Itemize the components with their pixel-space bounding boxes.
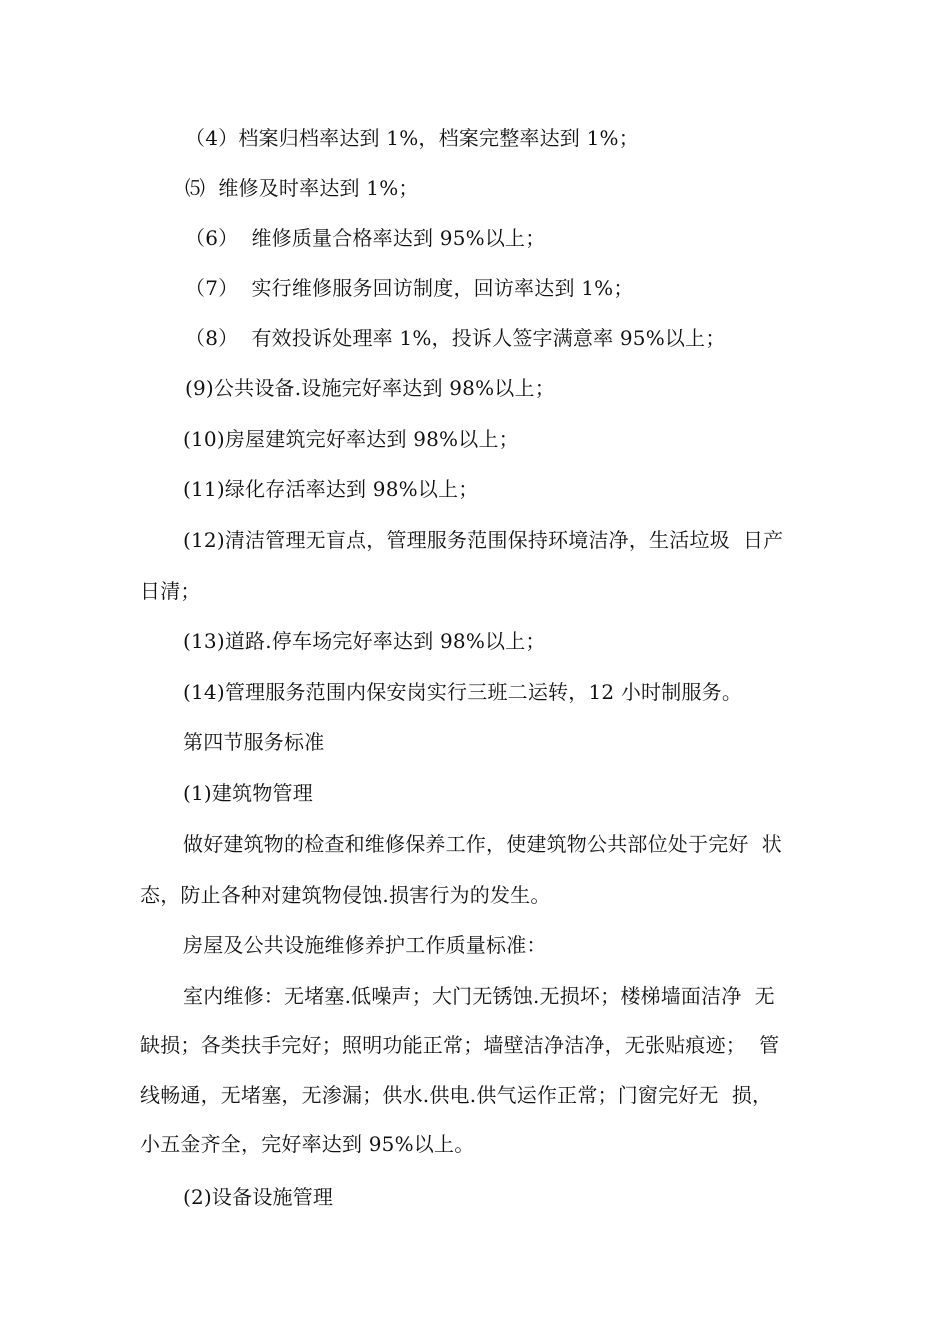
subheading-building-management: (1)建筑物管理 bbox=[183, 781, 313, 805]
subheading-equipment-management: (2)设备设施管理 bbox=[183, 1185, 334, 1209]
paragraph-indoor-line-3: 线畅通，无堵塞，无渗漏；供水.供电.供气运作正常；门窗完好无 损， bbox=[140, 1083, 773, 1107]
text-line-12: (12)清洁管理无盲点，管理服务范围保持环境洁净，生活垃圾 日产 bbox=[183, 528, 784, 552]
text-line-12-cont: 日清； bbox=[140, 579, 201, 603]
text-line-13: (13)道路.停车场完好率达到 98%以上； bbox=[183, 629, 546, 653]
text-line-11: (11)绿化存活率达到 98%以上； bbox=[183, 477, 479, 501]
paragraph-indoor-line-4: 小五金齐全，完好率达到 95%以上。 bbox=[140, 1132, 475, 1156]
text-line-7: （7） 实行维修服务回访制度，回访率达到 1%； bbox=[185, 276, 634, 300]
text-line-6: （6） 维修质量合格率达到 95%以上； bbox=[185, 226, 546, 250]
text-line-4: （4）档案归档率达到 1%，档案完整率达到 1%； bbox=[185, 126, 639, 150]
paragraph-indoor-line-2: 缺损；各类扶手完好；照明功能正常；墙壁洁净洁净，无张贴痕迹； 管 bbox=[140, 1033, 780, 1057]
text-line-9: (9)公共设备.设施完好率达到 98%以上； bbox=[185, 376, 555, 400]
section-heading: 第四节服务标准 bbox=[183, 730, 325, 754]
text-line-10: (10)房屋建筑完好率达到 98%以上； bbox=[183, 427, 519, 451]
text-line-5: ⑸ 维修及时率达到 1%； bbox=[185, 176, 419, 200]
paragraph-building-line-2: 态，防止各种对建筑物侵蚀.损害行为的发生。 bbox=[140, 883, 551, 907]
text-line-14: (14)管理服务范围内保安岗实行三班二运转，12 小时制服务。 bbox=[183, 680, 743, 704]
paragraph-indoor-line-1: 室内维修：无堵塞.低噪声；大门无锈蚀.无损坏；楼梯墙面洁净 无 bbox=[183, 984, 775, 1008]
paragraph-building-line-1: 做好建筑物的检查和维修保养工作，使建筑物公共部位处于完好 状 bbox=[183, 832, 782, 856]
paragraph-quality-standard: 房屋及公共设施维修养护工作质量标准： bbox=[183, 933, 547, 957]
text-line-8: （8） 有效投诉处理率 1%，投诉人签字满意率 95%以上； bbox=[185, 326, 726, 350]
